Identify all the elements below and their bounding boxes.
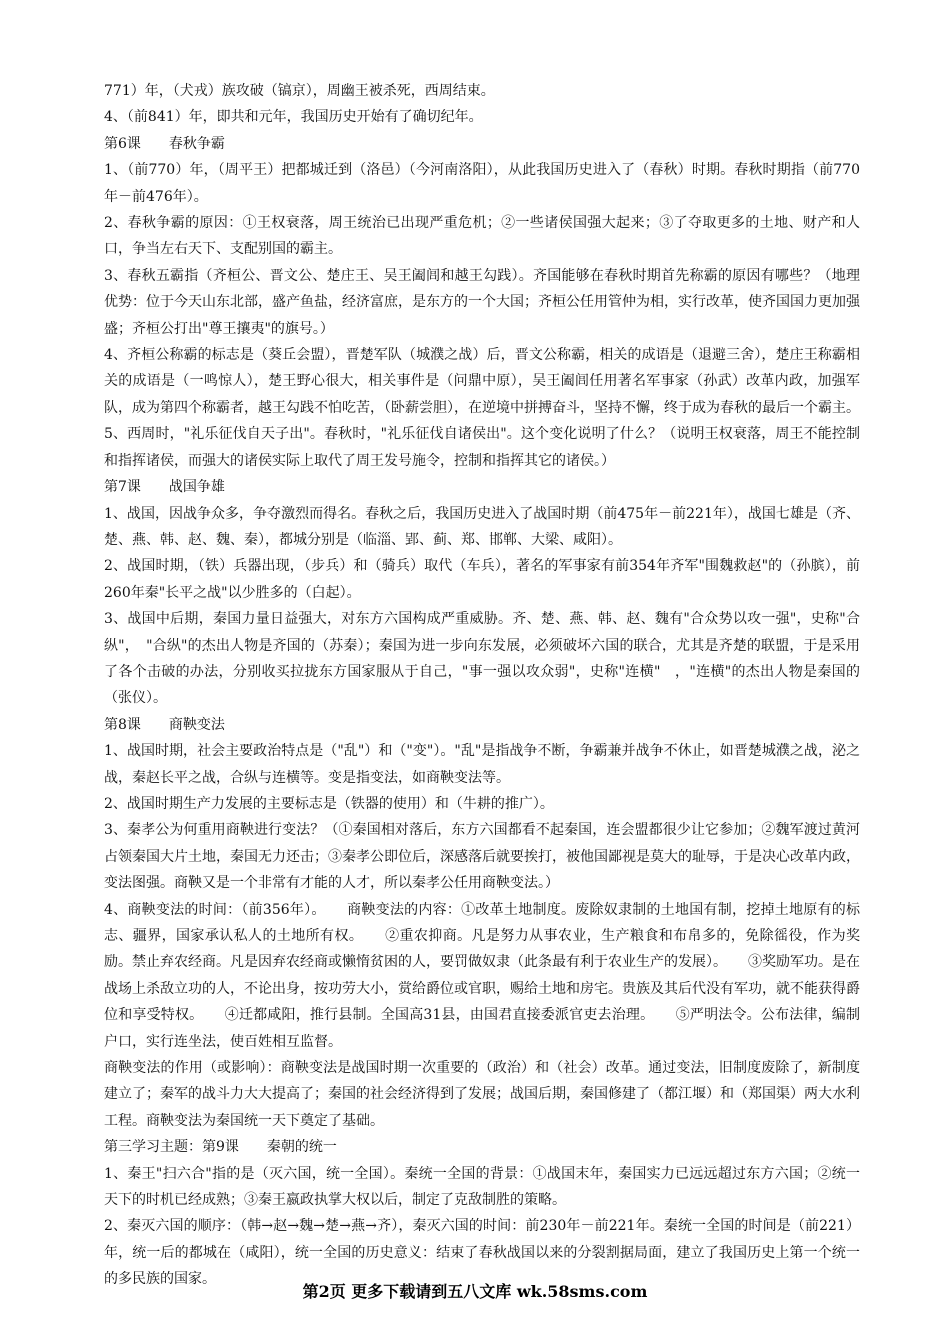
paragraph: 4、商鞅变法的时间：（前356年）。 商鞅变法的内容：①改革土地制度。废除奴隶制的土地国有制，挖掉土地原有的标志、疆界，国家承认私人的土地所有权。 ②重农抑商。凡是努力从事农业，生产粮食和布帛多的，免除徭役，作为奖励。禁止弃农经商。凡是因弃农经商或懒惰贫困的人，要罚做奴隶（此条最有利于农业生产的发展）。 ③奖励军功。是在战场上杀敌立功的人，不论出身，按功劳大小，赏给爵位或官职，赐给土地和房宅。贵族及其后代没有军功，就不能获得爵位和享受特权。 ④迁都咸阳，推行县制。全国高31县，由国君直接委派官吏去治理。 ⑤严明法令。公布法律，编制户口，实行连坐法，使百姓相互监督。 [104,901,860,1050]
lesson-heading: 第三学习主题：第9课 秦朝的统一 [104,1139,337,1156]
paragraph: 5、西周时，"礼乐征伐自天子出"。春秋时，"礼乐征伐自诸侯出"。这个变化说明了什么？（说明王权衰落，周王不能控制和指挥诸侯，而强大的诸侯实际上取代了周王发号施令，控制和指挥其它的诸侯。） [104,426,860,469]
paragraph: 3、秦孝公为何重用商鞅进行变法？（①秦国相对落后，东方六国都看不起秦国，连会盟都很少让它参加；②魏军渡过黄河占领秦国大片土地，秦国无力还击；③秦孝公即位后，深感落后就要挨打，被他国鄙视是莫大的耻辱，于是决心改革内政，变法图强。商鞅又是一个非常有才能的人才，所以秦孝公任用商鞅变法。） [104,822,860,892]
paragraph: 3、春秋五霸指（齐桓公、晋文公、楚庄王、吴王阖闾和越王勾践）。齐国能够在春秋时期首先称霸的原因有哪些？（地理优势：位于今天山东北部，盛产鱼盐，经济富庶，是东方的一个大国；齐桓公任用管仲为相，实行改革，使齐国国力更加强盛；齐桓公打出"尊王攘夷"的旗号。） [104,267,860,337]
paragraph: 3、战国中后期，秦国力量日益强大，对东方六国构成严重威胁。齐、楚、燕、韩、赵、魏有"合众势以攻一强"，史称"合纵"， "合纵"的杰出人物是齐国的（苏秦）；秦国为进一步向东发展，必须破坏六国的联合，尤其是齐楚的联盟，于是采用了各个击破的办法，分别收买拉拢东方国家服从于自己，"事一强以攻众弱"，史称"连横" ，"连横"的杰出人物是秦国的（张仪）。 [104,611,860,707]
lesson-heading: 第8课 商鞅变法 [104,716,225,733]
paragraph: 1、战国时期，社会主要政治特点是（"乱"）和（"变"）。"乱"是指战争不断，争霸兼并战争不休止，如晋楚城濮之战，泌之战，秦赵长平之战，合纵与连横等。变是指变法，如商鞅变法等。 [104,743,860,786]
lesson-heading: 第6课 春秋争霸 [104,135,225,152]
paragraph: 2、秦灭六国的顺序：（韩→赵→魏→楚→燕→齐），秦灭六国的时间：前230年－前221年。秦统一全国的时间是（前221）年，统一后的都城在（咸阳），统一全国的历史意义：结束了春秋战国以来的分裂割据局面，建立了我国历史上第一个统一的多民族的国家。 [104,1218,860,1288]
paragraph: 2、战国时期，（铁）兵器出现，（步兵）和（骑兵）取代（车兵），著名的军事家有前354年齐军"围魏救赵"的（孙膑），前260年秦"长平之战"以少胜多的（白起）。 [104,558,860,601]
page-footer: 第2页 更多下载请到五八文库 wk.58sms.com [302,1282,648,1301]
paragraph: 4、齐桓公称霸的标志是（葵丘会盟），晋楚军队（城濮之战）后，晋文公称霸，相关的成语是（退避三舍），楚庄王称霸相关的成语是（一鸣惊人），楚王野心很大，相关事件是（问鼎中原），吴王阖闾任用著名军事家（孙武）改革内政，加强军队，成为第四个称霸者，越王勾践不怕吃苦，（卧薪尝胆），在逆境中拼搏奋斗，坚持不懈，终于成为春秋的最后一个霸主。 [104,347,860,416]
paragraph: 1、（前770）年，（周平王）把都城迁到（洛邑）（今河南洛阳），从此我国历史进入了（春秋）时期。春秋时期指（前770年－前476年）。 [104,162,860,205]
paragraph: 1、战国，因战争众多，争夺激烈而得名。春秋之后，我国历史进入了战国时期（前475年－前221年），战国七雄是（齐、楚、燕、韩、赵、魏、秦），都城分别是（临淄、郢、蓟、郑、邯郸、大梁、咸阳）。 [104,505,860,548]
paragraph: 商鞅变法的作用（或影响）：商鞅变法是战国时期一次重要的（政治）和（社会）改革。通过变法，旧制度废除了，新制度建立了；秦军的战斗力大大提高了；秦国的社会经济得到了发展；战国后期，秦国修建了（都江堰）和（郑国渠）两大水利工程。商鞅变法为秦国统一天下奠定了基础。 [104,1060,860,1129]
document-body [104,78,860,1293]
lesson-heading: 第7课 战国争雄 [104,479,225,496]
paragraph: 2、春秋争霸的原因：①王权衰落，周王统治已出现严重危机；②一些诸侯国强大起来；③了夺取更多的土地、财产和人口，争当左右天下、支配别国的霸主。 [104,215,860,258]
paragraph: 2、战国时期生产力发展的主要标志是（铁器的使用）和（牛耕的推广）。 [104,795,554,812]
paragraph: 4、（前841）年，即共和元年，我国历史开始有了确切纪年。 [104,109,483,126]
paragraph: 1、秦王"扫六合"指的是（灭六国，统一全国）。秦统一全国的背景：①战国末年，秦国实力已远远超过东方六国；②统一天下的时机已经成熟；③秦王嬴政执掌大权以后，制定了克敌制胜的策略。 [104,1165,860,1209]
paragraph: 771）年，（犬戎）族攻破（镐京），周幽王被杀死，西周结束。 [104,83,495,99]
